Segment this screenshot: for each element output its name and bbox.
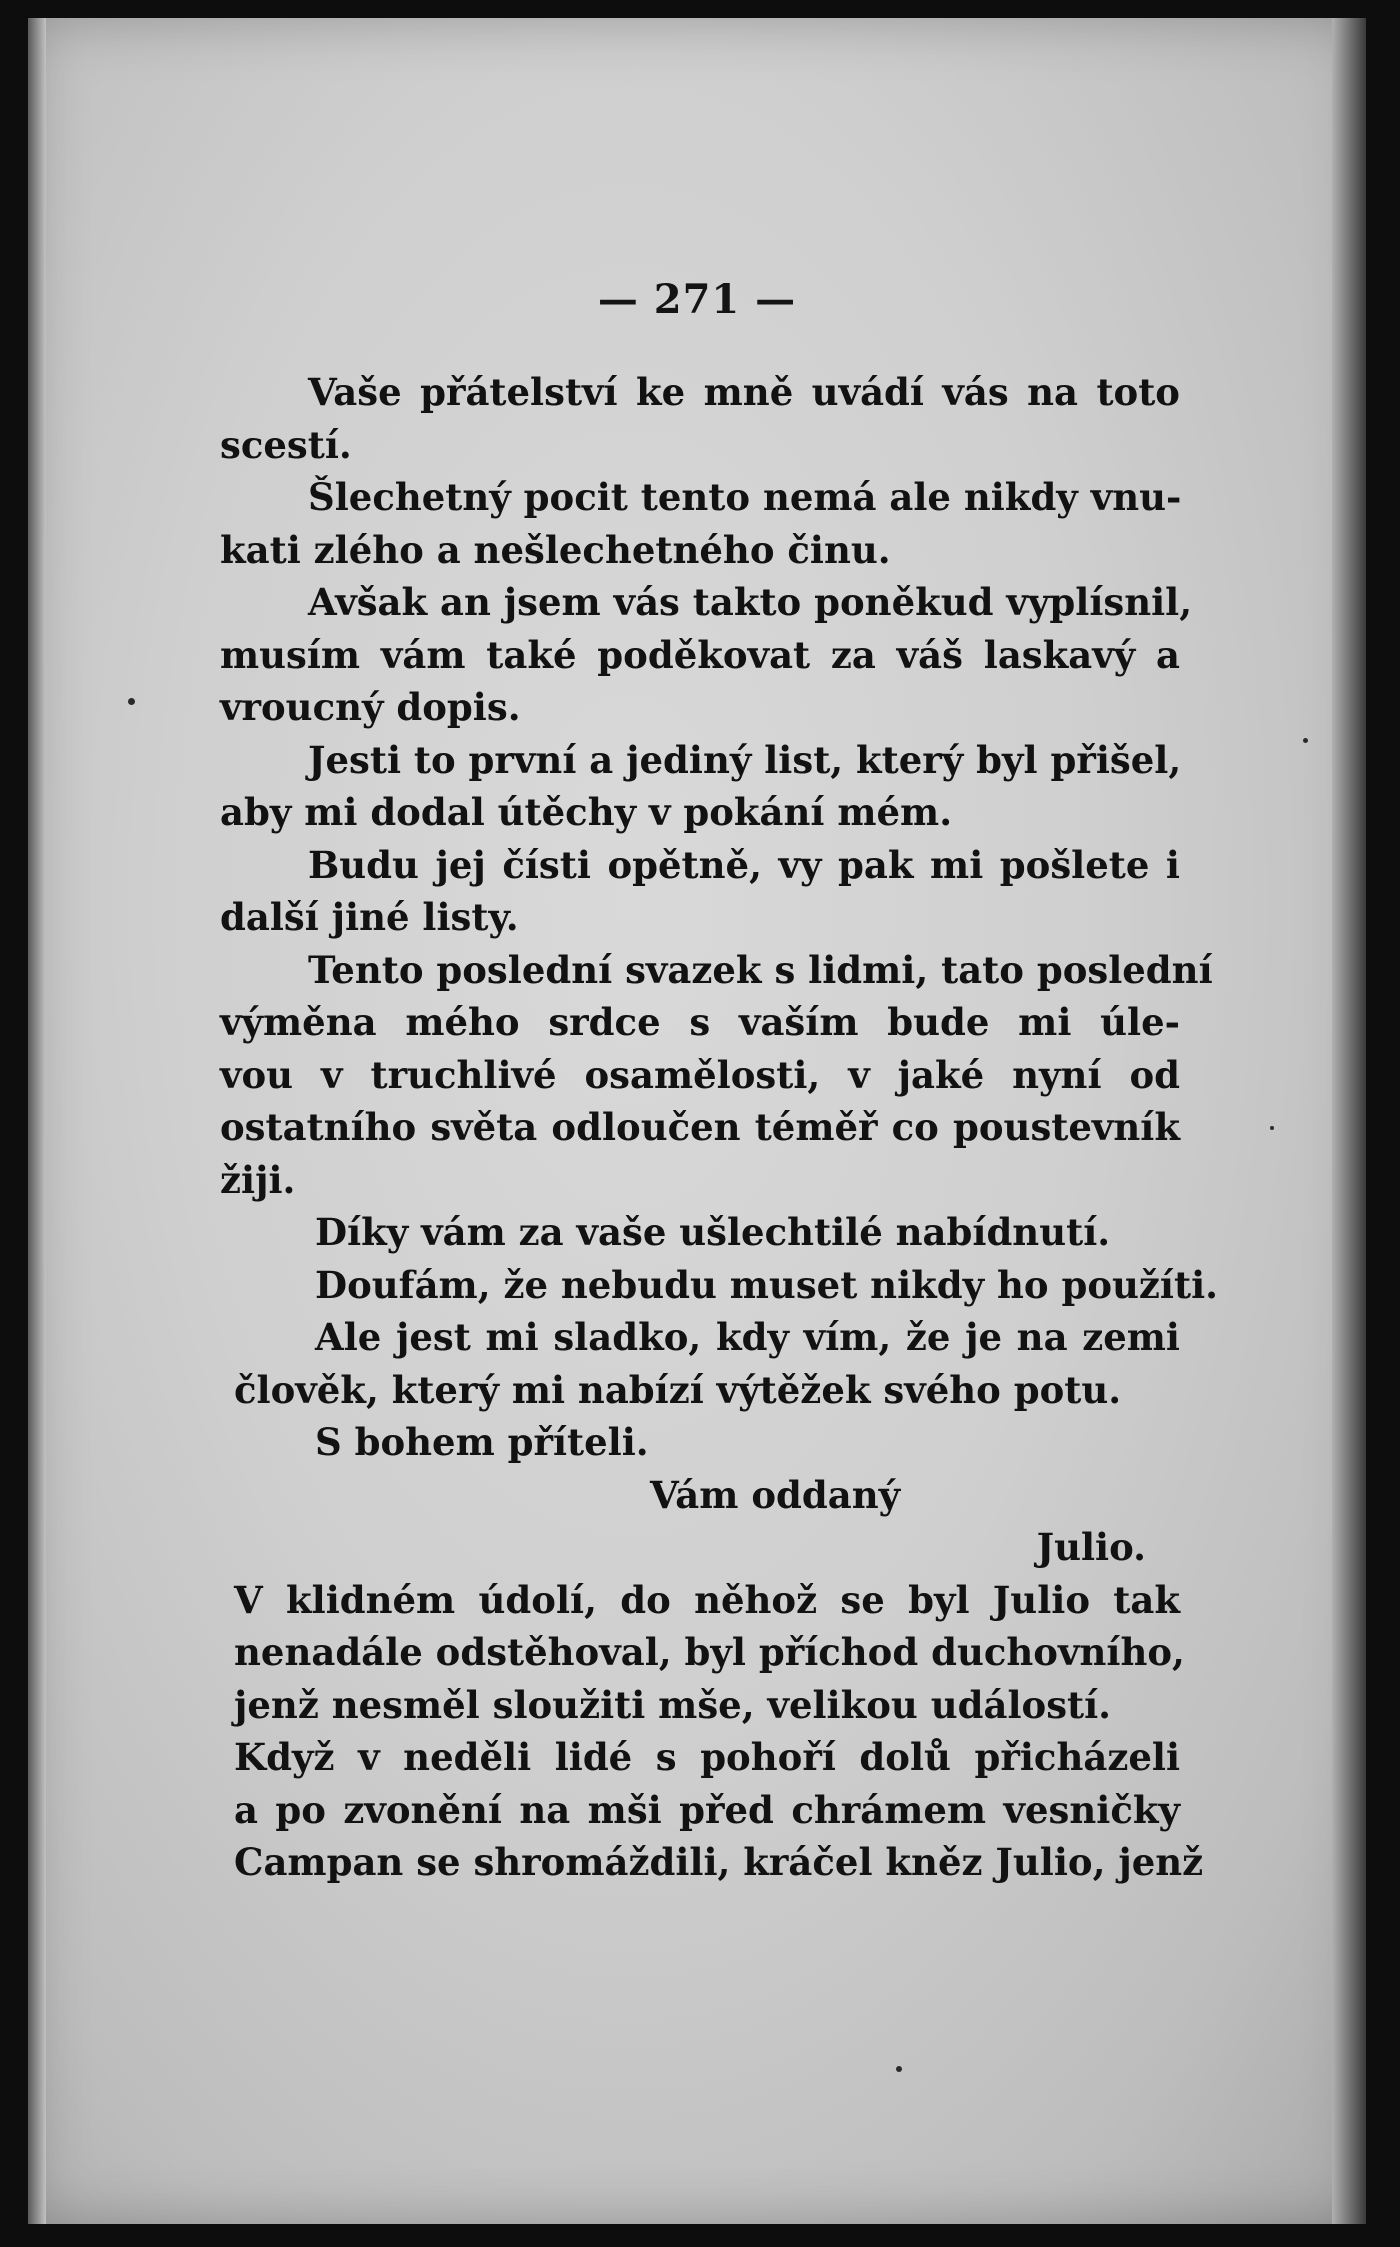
text-line: musím vám také poděkovat za váš laskavý a [220,632,1180,677]
text-line: nenadále odstěhoval, byl příchod duchovního, [234,1630,1185,1674]
text-line: vou v truchlivé osamělosti, v jaké nyní od [220,1052,1180,1097]
print-speck [1270,1126,1274,1130]
text-line: aby mi dodal útěchy v pokání mém. [220,790,953,834]
text-line: Budu jej čísti opětně, vy pak mi pošlete i [308,842,1180,887]
print-speck [1303,738,1308,743]
letter-signature: Julio. [1036,1525,1146,1569]
text-line: kati zlého a nešlechetného činu. [220,527,891,572]
text-line: Díky vám za vaše ušlechtilé nabídnutí. [315,1210,1111,1254]
text-line: V klidném údolí, do něhož se byl Julio tak [234,1577,1180,1622]
page-right-edge [1332,18,1366,2224]
text-line: a po zvonění na mši před chrámem vesničky [234,1787,1180,1832]
text-line: žiji. [220,1157,296,1202]
print-speck [896,2066,902,2072]
text-line: scestí. [220,422,352,467]
text-line: další jiné listy. [220,895,519,939]
text-line: Avšak an jsem vás takto poněkud vyplísnil, [308,580,1193,624]
text-line: výměna mého srdce s vaším bude mi úle- [220,1000,1180,1044]
text-line: S bohem příteli. [315,1420,649,1464]
text-line: jenž nesměl sloužiti mše, velikou událostí. [234,1682,1112,1727]
text-line: Jesti to první a jediný list, který byl přišel, [308,737,1182,782]
text-line: Když v neděli lidé s pohoří dolů přicházeli [234,1735,1180,1779]
text-line: Tento poslední svazek s lidmi, tato poslední [308,947,1213,992]
print-speck [128,698,135,705]
text-line: Doufám, že nebudu muset nikdy ho použíti. [315,1262,1219,1307]
text-line: vroucný dopis. [220,685,521,729]
text-line: člověk, který mi nabízí výtěžek svého potu. [234,1367,1122,1412]
text-line: Ale jest mi sladko, kdy vím, že je na zemi [315,1315,1180,1359]
text-line: Campan se shromáždili, kráčel kněz Julio, jenž [234,1840,1204,1884]
letter-closing: Vám oddaný [650,1472,901,1517]
body-text [220,366,1219,1889]
text-line: Vaše přátelství ke mně uvádí vás na toto [308,370,1180,414]
book-page [28,18,1366,2224]
page-number: — 271 — [597,276,797,323]
page-left-edge [28,18,46,2224]
text-line: Šlechetný pocit tento nemá ale nikdy vnu- [308,475,1182,519]
text-line: ostatního světa odloučen téměř co poustevník [220,1105,1180,1149]
